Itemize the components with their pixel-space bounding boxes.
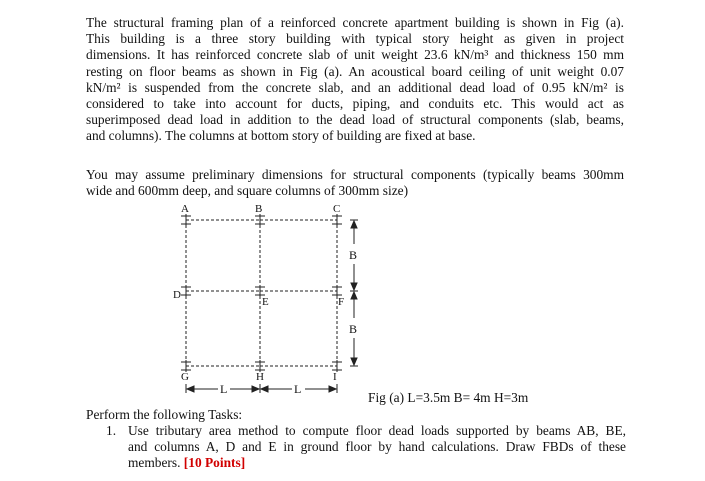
assume-line-2: wide and 600mm deep, and square columns of 300mm size) xyxy=(86,183,409,199)
dim-label-L-left: L xyxy=(220,382,228,396)
task-line-2: and columns A, D and E in ground floor by hand calculations. Draw FBDs of these xyxy=(128,439,626,455)
node-label-E: E xyxy=(262,296,269,308)
assume-line-1: You may assume preliminary dimensions for structural components (typically beams 300mm xyxy=(86,167,624,182)
desc-line-5: kN/m² is suspended from the concrete slab, and an additional dead load of 0.95 kN/m² is xyxy=(86,79,624,95)
desc-line-7: superimposed dead load in addition to the dead load of structural components (slab, beams, xyxy=(86,112,624,128)
node-label-I: I xyxy=(333,371,337,383)
dim-label-L-right: L xyxy=(294,382,302,396)
column-C xyxy=(332,214,342,226)
figure-caption: Fig (a) L=3.5m B= 4m H=3m xyxy=(368,390,529,405)
dim-label-B-bottom: B xyxy=(349,322,358,336)
desc-line-1: The structural framing plan of a reinforced concrete apartment building is shown in Fig (a). xyxy=(86,15,624,30)
node-label-A: A xyxy=(181,203,189,215)
task-line-3-text: members. xyxy=(128,455,181,471)
desc-line-4: resting on floor beams as shown in Fig (a). An acoustical board ceiling of unit weight 0.07 xyxy=(86,63,624,79)
node-label-B: B xyxy=(255,203,263,215)
task-points: [10 Points] xyxy=(183,455,246,471)
node-label-D: D xyxy=(173,289,181,301)
node-label-H: H xyxy=(256,371,264,383)
node-label-C: C xyxy=(333,203,341,215)
task-line-3 xyxy=(128,455,626,471)
desc-line-3: dimensions. It has reinforced concrete slab of unit weight 23.6 kN/m³ and thickness 150 mm xyxy=(86,47,624,63)
task-number: 1. xyxy=(106,423,117,438)
node-label-F: F xyxy=(338,296,345,308)
task-line-1: Use tributary area method to compute floor dead loads supported by beams AB, BE, xyxy=(128,423,626,438)
desc-line-6: considered to take into account for ducts, piping, and conduits etc. This would act as xyxy=(86,95,624,111)
column-A xyxy=(181,214,191,226)
tasks-heading: Perform the following Tasks: xyxy=(86,407,243,422)
desc-line-8: and columns). The columns at bottom story of building are fixed at base. xyxy=(86,128,476,144)
column-D xyxy=(181,285,191,297)
desc-line-2: This building is a three story building with typical story height as given in project xyxy=(86,31,624,47)
node-label-G: G xyxy=(181,371,189,383)
dim-label-B-top: B xyxy=(349,248,358,262)
